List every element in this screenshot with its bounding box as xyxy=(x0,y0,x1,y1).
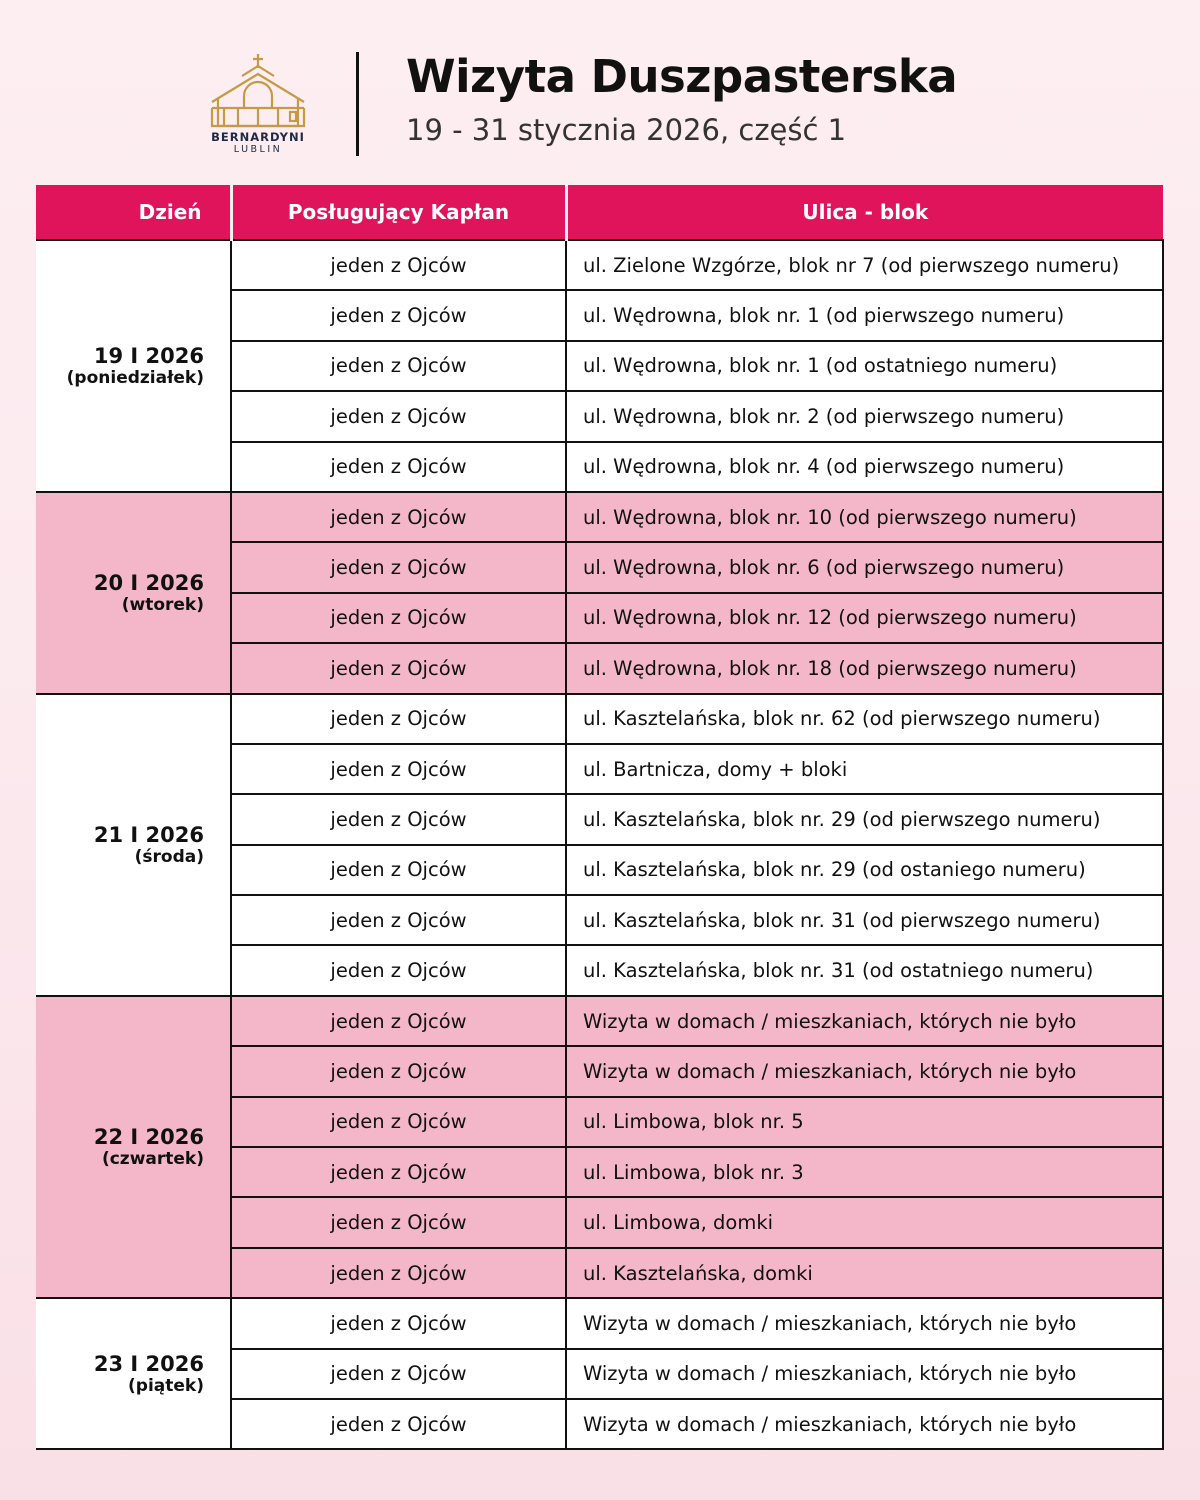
street-cell: Wizyta w domach / mieszkaniach, których nie było xyxy=(566,1349,1163,1399)
priest-cell: jeden z Ojców xyxy=(231,542,566,592)
page-title: Wizyta Duszpasterska xyxy=(406,50,958,103)
street-cell: ul. Limbowa, blok nr. 3 xyxy=(566,1147,1163,1197)
day-weekday: (poniedziałek) xyxy=(66,367,204,388)
street-cell: Wizyta w domach / mieszkaniach, których nie było xyxy=(566,996,1163,1046)
street-cell: ul. Wędrowna, blok nr. 2 (od pierwszego numeru) xyxy=(566,391,1163,441)
church-icon xyxy=(208,52,308,128)
table-row xyxy=(36,240,1163,290)
logo-city: LUBLIN xyxy=(233,144,283,155)
street-cell: ul. Kasztelańska, blok nr. 31 (od pierwszego numeru) xyxy=(566,895,1163,945)
street-cell: ul. Wędrowna, blok nr. 1 (od ostatniego numeru) xyxy=(566,341,1163,391)
day-weekday: (piątek) xyxy=(128,1375,204,1396)
table-row xyxy=(36,694,1163,744)
schedule-table xyxy=(36,185,1164,1450)
priest-cell: jeden z Ojców xyxy=(231,945,566,995)
column-header-priest: Posługujący Kapłan xyxy=(231,185,566,240)
street-cell: ul. Wędrowna, blok nr. 10 (od pierwszego numeru) xyxy=(566,492,1163,542)
day-cell xyxy=(36,492,231,694)
table-row xyxy=(36,492,1163,542)
street-cell: ul. Kasztelańska, blok nr. 62 (od pierwszego numeru) xyxy=(566,694,1163,744)
priest-cell: jeden z Ojców xyxy=(231,744,566,794)
day-cell xyxy=(36,996,231,1298)
priest-cell: jeden z Ojców xyxy=(231,1046,566,1096)
street-cell: ul. Wędrowna, blok nr. 12 (od pierwszego numeru) xyxy=(566,593,1163,643)
priest-cell: jeden z Ojców xyxy=(231,694,566,744)
street-cell: ul. Limbowa, domki xyxy=(566,1197,1163,1247)
priest-cell: jeden z Ojców xyxy=(231,593,566,643)
street-cell: Wizyta w domach / mieszkaniach, których nie było xyxy=(566,1399,1163,1449)
street-cell: ul. Kasztelańska, blok nr. 29 (od ostaniego numeru) xyxy=(566,845,1163,895)
day-weekday: (środa) xyxy=(134,846,204,867)
priest-cell: jeden z Ojców xyxy=(231,1147,566,1197)
priest-cell: jeden z Ojców xyxy=(231,845,566,895)
table-header-row xyxy=(36,185,1163,240)
street-cell: ul. Wędrowna, blok nr. 18 (od pierwszego numeru) xyxy=(566,643,1163,693)
street-cell: ul. Kasztelańska, domki xyxy=(566,1248,1163,1298)
priest-cell: jeden z Ojców xyxy=(231,643,566,693)
priest-cell: jeden z Ojców xyxy=(231,794,566,844)
priest-cell: jeden z Ojców xyxy=(231,996,566,1046)
table-row xyxy=(36,1298,1163,1348)
day-date: 20 I 2026 xyxy=(93,570,204,595)
day-date: 22 I 2026 xyxy=(93,1125,204,1150)
logo-name: BERNARDYNI xyxy=(211,130,305,144)
day-weekday: (wtorek) xyxy=(121,594,204,615)
street-cell: ul. Wędrowna, blok nr. 4 (od pierwszego numeru) xyxy=(566,442,1163,492)
day-date: 21 I 2026 xyxy=(93,822,204,847)
priest-cell: jeden z Ojców xyxy=(231,290,566,340)
day-cell xyxy=(36,240,231,492)
page-subtitle: 19 - 31 stycznia 2026, część 1 xyxy=(406,113,847,147)
street-cell: ul. Wędrowna, blok nr. 6 (od pierwszego numeru) xyxy=(566,542,1163,592)
priest-cell: jeden z Ojców xyxy=(231,1097,566,1147)
street-cell: ul. Wędrowna, blok nr. 1 (od pierwszego numeru) xyxy=(566,290,1163,340)
priest-cell: jeden z Ojców xyxy=(231,391,566,441)
priest-cell: jeden z Ojców xyxy=(231,895,566,945)
street-cell: ul. Kasztelańska, blok nr. 31 (od ostatniego numeru) xyxy=(566,945,1163,995)
day-date: 19 I 2026 xyxy=(93,343,204,368)
street-cell: Wizyta w domach / mieszkaniach, których nie było xyxy=(566,1046,1163,1096)
column-header-day: Dzień xyxy=(36,185,231,240)
table-row xyxy=(36,996,1163,1046)
priest-cell: jeden z Ojców xyxy=(231,341,566,391)
day-weekday: (czwartek) xyxy=(101,1149,204,1170)
street-cell: ul. Kasztelańska, blok nr. 29 (od pierwszego numeru) xyxy=(566,794,1163,844)
priest-cell: jeden z Ojców xyxy=(231,1248,566,1298)
divider xyxy=(356,52,359,156)
day-date: 23 I 2026 xyxy=(93,1351,204,1376)
priest-cell: jeden z Ojców xyxy=(231,1399,566,1449)
priest-cell: jeden z Ojców xyxy=(231,1197,566,1247)
day-cell xyxy=(36,694,231,996)
street-cell: Wizyta w domach / mieszkaniach, których nie było xyxy=(566,1298,1163,1348)
priest-cell: jeden z Ojców xyxy=(231,442,566,492)
logo xyxy=(200,52,316,155)
day-cell xyxy=(36,1298,231,1449)
street-cell: ul. Bartnicza, domy + bloki xyxy=(566,744,1163,794)
priest-cell: jeden z Ojców xyxy=(231,1349,566,1399)
page-header xyxy=(0,0,1200,185)
priest-cell: jeden z Ojców xyxy=(231,1298,566,1348)
priest-cell: jeden z Ojców xyxy=(231,492,566,542)
priest-cell: jeden z Ojców xyxy=(231,240,566,290)
column-header-street: Ulica - blok xyxy=(566,185,1163,240)
street-cell: ul. Limbowa, blok nr. 5 xyxy=(566,1097,1163,1147)
street-cell: ul. Zielone Wzgórze, blok nr 7 (od pierwszego numeru) xyxy=(566,240,1163,290)
